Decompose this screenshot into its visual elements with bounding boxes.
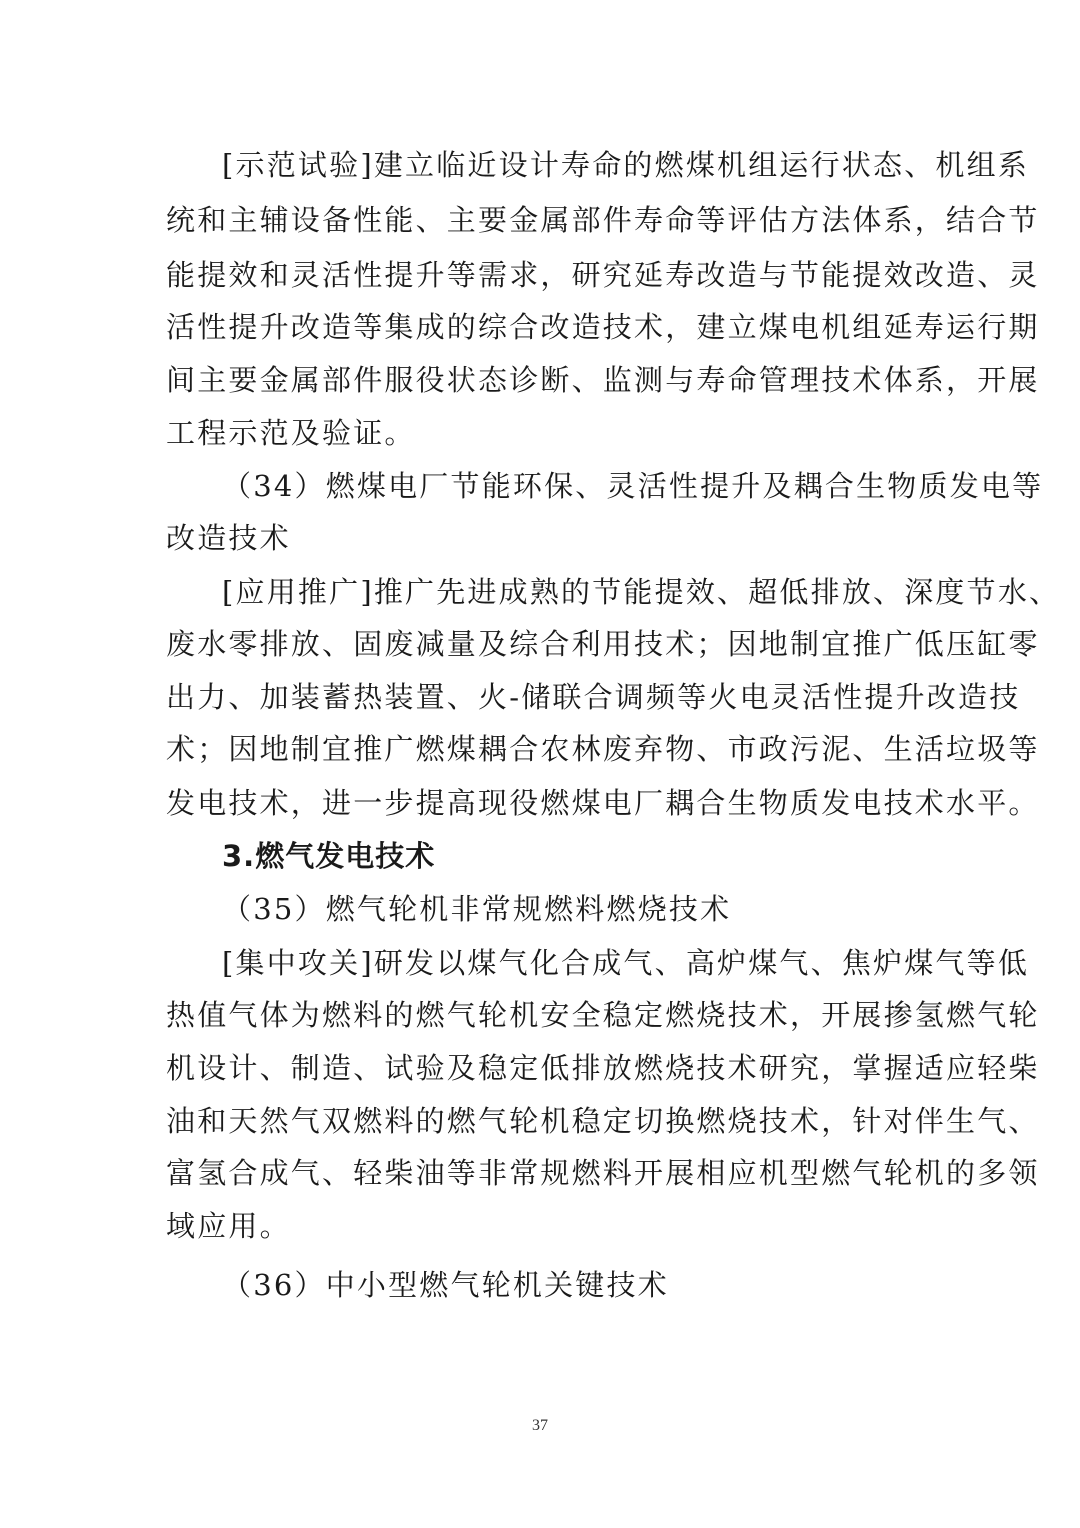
section-3-heading: 3.燃气发电技术 xyxy=(222,839,436,873)
paragraph-demo-trial-line-6: 工程示范及验证。 xyxy=(166,416,416,450)
paragraph-application-line-2: 废水零排放、固废减量及综合利用技术；因地制宜推广低压缸零 xyxy=(166,627,1040,661)
item-34-heading-line-2: 改造技术 xyxy=(166,521,291,555)
paragraph-research-line-6: 域应用。 xyxy=(166,1209,291,1243)
paragraph-demo-trial-line-2: 统和主辅设备性能、主要金属部件寿命等评估方法体系，结合节 xyxy=(166,203,1040,237)
item-35-heading: （35）燃气轮机非常规燃料燃烧技术 xyxy=(222,892,732,926)
paragraph-research-line-1: [集中攻关]研发以煤气化合成气、高炉煤气、焦炉煤气等低 xyxy=(222,946,1030,980)
paragraph-research-line-3: 机设计、制造、试验及稳定低排放燃烧技术研究，掌握适应轻柴 xyxy=(166,1051,1040,1085)
page-number: 37 xyxy=(532,1417,548,1434)
paragraph-application-line-5: 发电技术，进一步提高现役燃煤电厂耦合生物质发电技术水平。 xyxy=(166,786,1040,820)
paragraph-application-line-3: 出力、加装蓄热装置、火-储联合调频等火电灵活性提升改造技 xyxy=(166,680,1021,714)
item-36-heading: （36）中小型燃气轮机关键技术 xyxy=(222,1268,669,1302)
paragraph-demo-trial-line-1: [示范试验]建立临近设计寿命的燃煤机组运行状态、机组系 xyxy=(222,148,1030,182)
paragraph-research-line-2: 热值气体为燃料的燃气轮机安全稳定燃烧技术，开展掺氢燃气轮 xyxy=(166,998,1040,1032)
paragraph-demo-trial-line-4: 活性提升改造等集成的综合改造技术，建立煤电机组延寿运行期 xyxy=(166,310,1040,344)
paragraph-demo-trial-line-3: 能提效和灵活性提升等需求，研究延寿改造与节能提效改造、灵 xyxy=(166,258,1040,292)
paragraph-demo-trial-line-5: 间主要金属部件服役状态诊断、监测与寿命管理技术体系，开展 xyxy=(166,363,1040,397)
paragraph-application-line-1: [应用推广]推广先进成熟的节能提效、超低排放、深度节水、 xyxy=(222,575,1061,609)
paragraph-application-line-4: 术；因地制宜推广燃煤耦合农林废弃物、市政污泥、生活垃圾等 xyxy=(166,732,1040,766)
paragraph-research-line-4: 油和天然气双燃料的燃气轮机稳定切换燃烧技术，针对伴生气、 xyxy=(166,1104,1040,1138)
item-34-heading-line-1: （34）燃煤电厂节能环保、灵活性提升及耦合生物质发电等 xyxy=(222,469,1044,503)
paragraph-research-line-5: 富氢合成气、轻柴油等非常规燃料开展相应机型燃气轮机的多领 xyxy=(166,1156,1040,1190)
